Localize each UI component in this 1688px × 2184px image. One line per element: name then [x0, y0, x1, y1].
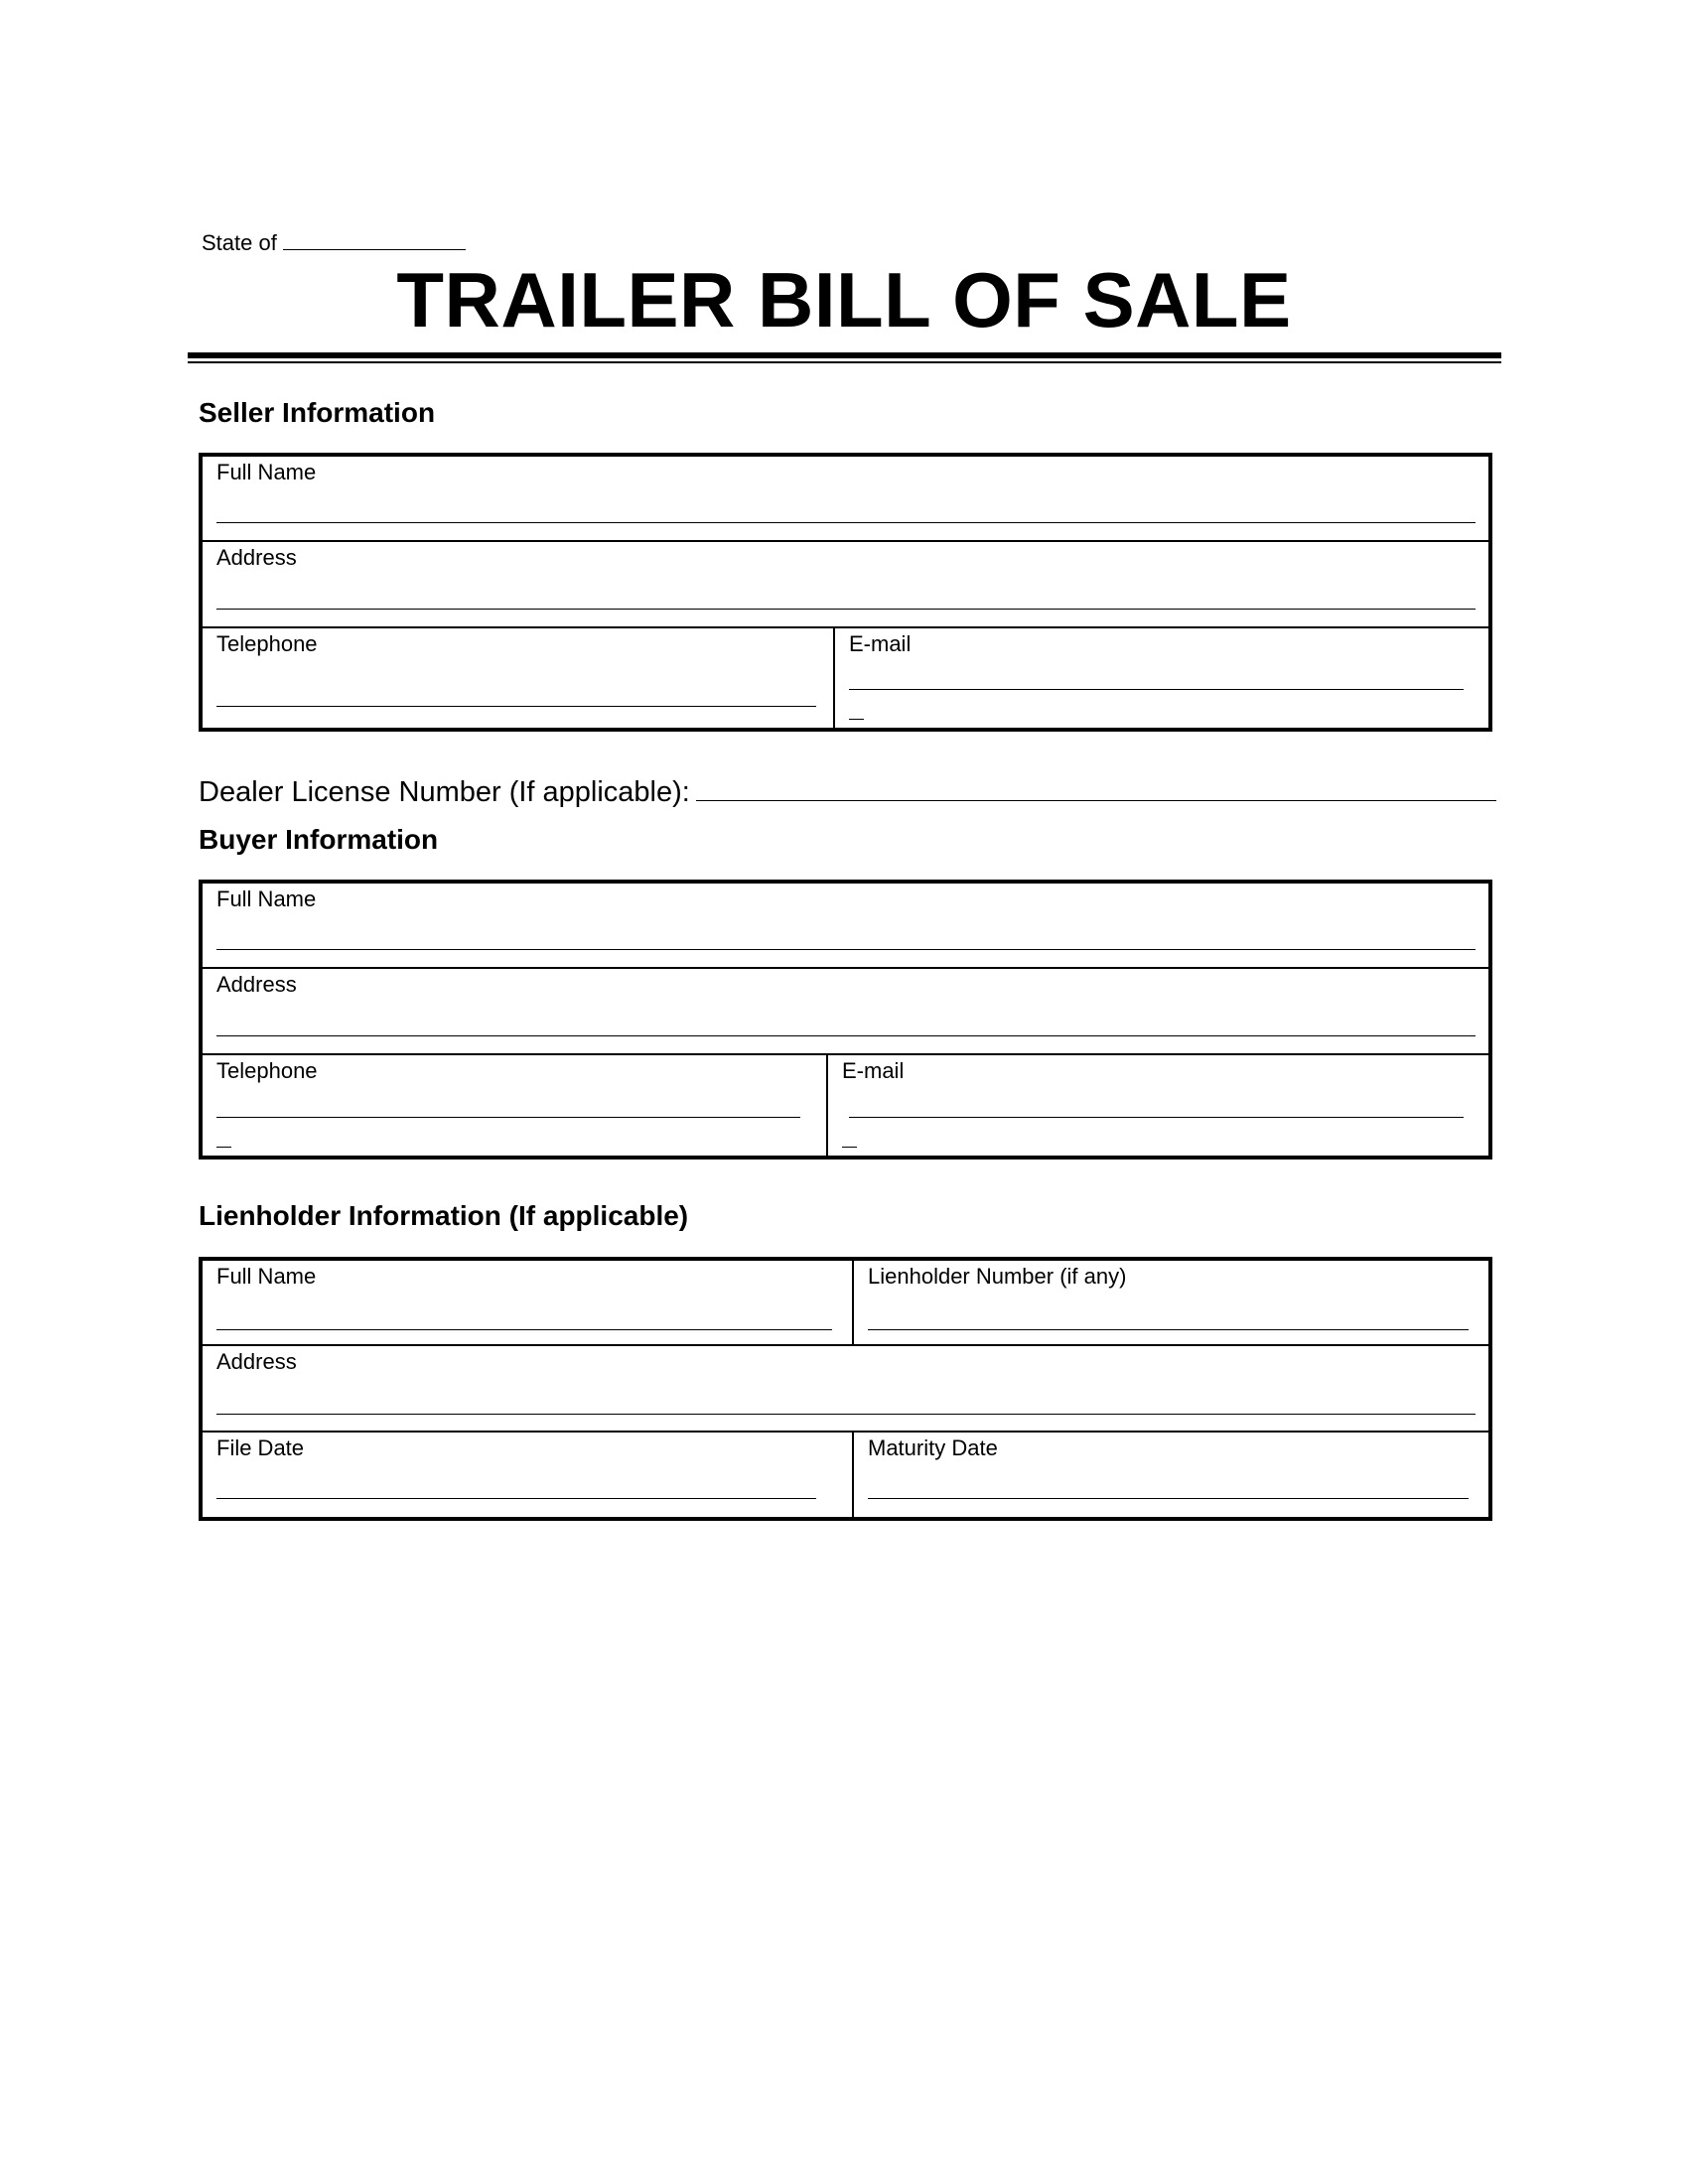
seller-telephone-field[interactable] [216, 706, 816, 707]
buyer-full-name-row [203, 884, 1488, 969]
seller-full-name-row [203, 457, 1488, 542]
seller-full-name-field[interactable] [216, 522, 1476, 523]
seller-heading: Seller Information [199, 397, 436, 428]
maturity-date-field[interactable] [868, 1498, 1469, 1499]
file-date-cell [203, 1433, 852, 1517]
seller-email-field[interactable] [849, 689, 1464, 690]
lienholder-name-row [203, 1261, 1488, 1346]
maturity-date-label: Maturity Date [868, 1435, 998, 1460]
seller-full-name-cell [203, 457, 1488, 540]
seller-full-name-label: Full Name [216, 460, 317, 484]
buyer-telephone-label: Telephone [216, 1058, 318, 1083]
lienholder-address-row [203, 1346, 1488, 1433]
lienholder-address-cell [203, 1346, 1488, 1431]
maturity-date-cell [852, 1433, 1488, 1517]
seller-address-field[interactable] [216, 609, 1476, 610]
lienholder-full-name-field[interactable] [216, 1329, 832, 1330]
seller-contact-row [203, 628, 1488, 728]
seller-telephone-cell [203, 628, 833, 728]
lienholder-number-field[interactable] [868, 1329, 1469, 1330]
buyer-telephone-field-wrap [216, 1147, 231, 1148]
lienholder-dates-row [203, 1433, 1488, 1517]
seller-email-label: E-mail [849, 631, 912, 656]
buyer-table [199, 880, 1492, 1160]
buyer-heading: Buyer Information [199, 824, 439, 855]
buyer-contact-row [203, 1055, 1488, 1156]
file-date-label: File Date [216, 1435, 305, 1460]
state-of-line [202, 229, 466, 256]
buyer-telephone-cell [203, 1055, 826, 1156]
lienholder-full-name-cell [203, 1261, 852, 1344]
seller-address-label: Address [216, 545, 297, 570]
buyer-address-row [203, 969, 1488, 1055]
lienholder-table [199, 1257, 1492, 1521]
seller-email-cell [833, 628, 1488, 728]
buyer-address-field[interactable] [216, 1035, 1476, 1036]
buyer-email-field[interactable] [849, 1117, 1464, 1118]
buyer-email-cell [826, 1055, 1488, 1156]
dealer-license-label: Dealer License Number (If applicable): [199, 776, 690, 808]
state-blank-line[interactable] [283, 229, 466, 250]
lienholder-address-label: Address [216, 1349, 297, 1374]
lienholder-number-cell [852, 1261, 1488, 1344]
lienholder-address-field[interactable] [216, 1414, 1476, 1415]
lienholder-full-name-label: Full Name [216, 1264, 317, 1289]
buyer-full-name-cell [203, 884, 1488, 967]
buyer-address-cell [203, 969, 1488, 1053]
dealer-license-field[interactable] [696, 776, 1496, 801]
seller-address-row [203, 542, 1488, 628]
lienholder-heading: Lienholder Information (If applicable) [199, 1200, 689, 1231]
buyer-full-name-label: Full Name [216, 887, 317, 911]
document-title: TRAILER BILL OF SALE [396, 256, 1292, 343]
buyer-telephone-field[interactable] [216, 1117, 800, 1118]
seller-address-cell [203, 542, 1488, 626]
title-rule-thick [188, 352, 1501, 358]
seller-table [199, 453, 1492, 732]
state-of-label: State of [202, 230, 277, 255]
dealer-license-line [199, 776, 1496, 809]
seller-telephone-label: Telephone [216, 631, 318, 656]
file-date-field[interactable] [216, 1498, 816, 1499]
seller-email-field-wrap [849, 719, 864, 720]
buyer-email-label: E-mail [842, 1058, 905, 1083]
title-rule-thin [188, 361, 1501, 363]
buyer-email-field-wrap [842, 1147, 857, 1148]
buyer-full-name-field[interactable] [216, 949, 1476, 950]
lienholder-number-label: Lienholder Number (if any) [868, 1264, 1127, 1289]
buyer-address-label: Address [216, 972, 297, 997]
